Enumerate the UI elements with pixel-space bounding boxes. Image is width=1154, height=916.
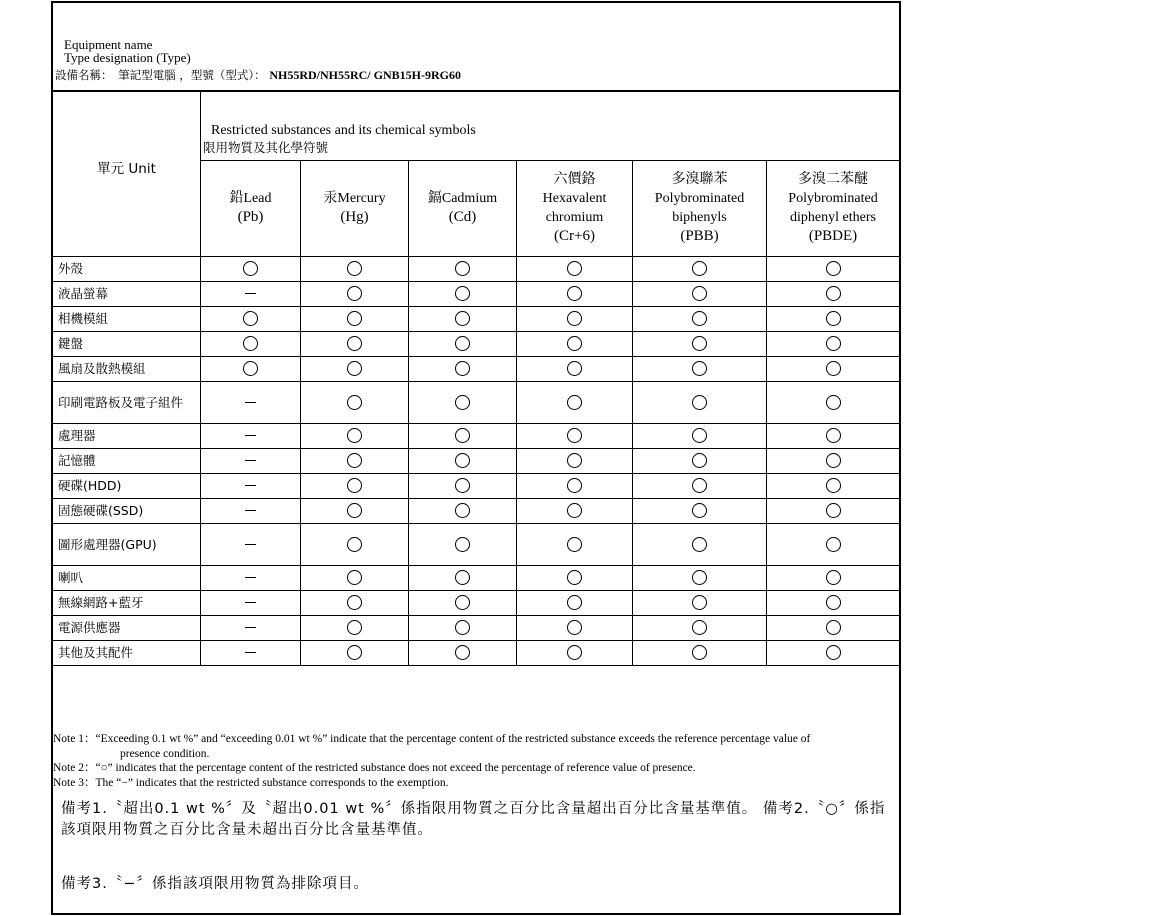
compliance-mark [301, 615, 408, 640]
circle-mark-icon [347, 395, 362, 410]
column-header-symbol: (Pb) [237, 209, 264, 225]
circle-mark-icon [826, 336, 841, 351]
compliance-mark [301, 473, 408, 498]
circle-mark-icon [455, 478, 470, 493]
circle-mark-icon [243, 361, 258, 376]
note-1-continued: presence condition. [120, 747, 210, 760]
column-header-symbol: (PBDE) [808, 228, 858, 244]
circle-mark-icon [826, 286, 841, 301]
circle-mark-icon [455, 620, 470, 635]
compliance-mark [633, 473, 766, 498]
row-unit-label: 相機模組 [58, 311, 109, 326]
circle-mark-icon [692, 286, 707, 301]
circle-mark-icon [826, 620, 841, 635]
compliance-mark [517, 281, 632, 306]
circle-mark-icon [567, 537, 582, 552]
compliance-mark [517, 473, 632, 498]
compliance-mark [201, 565, 300, 590]
compliance-mark [301, 381, 408, 423]
circle-mark-icon [567, 395, 582, 410]
compliance-mark [201, 498, 300, 523]
row-unit-label: 固態硬碟(SSD) [58, 503, 144, 518]
compliance-mark [633, 281, 766, 306]
circle-mark-icon [826, 537, 841, 552]
compliance-mark [201, 423, 300, 448]
compliance-mark [409, 473, 516, 498]
compliance-mark [201, 356, 300, 381]
circle-mark-icon [692, 537, 707, 552]
column-divider [632, 160, 633, 665]
circle-mark-icon [826, 311, 841, 326]
model-number: NH55RD/NH55RC/ GNB15H-9RG60 [269, 68, 461, 82]
circle-mark-icon [455, 595, 470, 610]
compliance-mark [301, 281, 408, 306]
circle-mark-icon [455, 286, 470, 301]
compliance-mark [409, 281, 516, 306]
compliance-mark [633, 306, 766, 331]
column-header-zh: 多溴二苯醚 [798, 171, 868, 187]
unit-header: 單元 Unit [97, 161, 156, 177]
equipment-name-label: Equipment name [64, 37, 153, 52]
row-unit-label: 鍵盤 [58, 336, 84, 351]
compliance-mark [767, 498, 899, 523]
circle-mark-icon [826, 595, 841, 610]
compliance-mark [409, 256, 516, 281]
column-header-4 [517, 160, 632, 256]
circle-mark-icon [692, 428, 707, 443]
circle-mark-icon [243, 336, 258, 351]
column-header-zh: 多溴聯苯 [671, 171, 728, 187]
circle-mark-icon [826, 395, 841, 410]
row-unit-label: 無線網路+藍牙 [58, 595, 144, 610]
compliance-mark [201, 381, 300, 423]
dash-mark-icon [245, 460, 256, 461]
compliance-mark [517, 565, 632, 590]
compliance-mark [517, 256, 632, 281]
circle-mark-icon [692, 620, 707, 635]
circle-mark-icon [567, 286, 582, 301]
compliance-mark [301, 448, 408, 473]
circle-mark-icon [347, 645, 362, 660]
compliance-mark [201, 590, 300, 615]
circle-mark-icon [347, 286, 362, 301]
circle-mark-icon [692, 503, 707, 518]
compliance-mark [301, 256, 408, 281]
compliance-mark [409, 640, 516, 665]
compliance-mark [633, 423, 766, 448]
column-header-symbol: (Cd) [448, 209, 477, 225]
type-designation-label: Type designation (Type) [64, 50, 191, 65]
compliance-mark [633, 381, 766, 423]
compliance-mark [201, 523, 300, 565]
compliance-mark [767, 523, 899, 565]
circle-mark-icon [692, 395, 707, 410]
circle-mark-icon [347, 503, 362, 518]
circle-mark-icon [347, 478, 362, 493]
row-unit-label: 記憶體 [58, 453, 96, 468]
circle-mark-icon [826, 503, 841, 518]
zh-remark-3: 備考3.〝−〞係指該項限用物質為排除項目。 [61, 876, 369, 892]
circle-mark-icon [455, 453, 470, 468]
circle-mark-icon [455, 261, 470, 276]
circle-mark-icon [692, 570, 707, 585]
circle-mark-icon [826, 645, 841, 660]
column-header-name: 鎘Cadmium [427, 191, 498, 206]
circle-mark-icon [347, 570, 362, 585]
circle-mark-icon [347, 361, 362, 376]
equipment-zh-line [55, 68, 461, 82]
row-unit-label: 液晶螢幕 [58, 286, 109, 301]
compliance-mark [517, 356, 632, 381]
note-1: Note 1：“Exceeding 0.1 wt %” and “exceeding 0.01 wt %” indicate that the percentage content of the restricted substance exceeds the reference percentage value of [53, 733, 811, 745]
column-divider [300, 160, 301, 665]
compliance-mark [767, 256, 899, 281]
circle-mark-icon [692, 645, 707, 660]
column-header-symbol: (PBB) [680, 228, 719, 244]
restricted-substances-en: Restricted substances and its chemical symbols [211, 123, 476, 138]
compliance-mark [409, 306, 516, 331]
circle-mark-icon [347, 620, 362, 635]
column-header-name: 汞Mercury [323, 191, 386, 206]
dash-mark-icon [245, 602, 256, 603]
row-unit-label: 其他及其配件 [58, 645, 134, 660]
compliance-mark [517, 640, 632, 665]
circle-mark-icon [455, 503, 470, 518]
circle-mark-icon [692, 336, 707, 351]
circle-mark-icon [567, 453, 582, 468]
compliance-mark [409, 448, 516, 473]
circle-mark-icon [567, 361, 582, 376]
equipment-zh-label: 設備名稱： 筆記型電腦 ，型號（型式）： [55, 68, 266, 82]
column-divider [766, 160, 767, 665]
column-header-5 [633, 160, 766, 256]
row-unit-label: 印刷電路板及電子組件 [58, 394, 184, 410]
column-header-1 [201, 160, 300, 256]
compliance-mark [409, 498, 516, 523]
dash-mark-icon [245, 510, 256, 511]
compliance-mark [633, 498, 766, 523]
circle-mark-icon [243, 311, 258, 326]
circle-mark-icon [347, 311, 362, 326]
rohs-declaration-frame [51, 1, 901, 915]
compliance-mark [301, 356, 408, 381]
column-header-name: 鉛Lead [229, 191, 272, 206]
compliance-mark [301, 498, 408, 523]
compliance-mark [633, 523, 766, 565]
column-header-symbol: (Cr+6) [554, 228, 595, 244]
compliance-mark [517, 523, 632, 565]
circle-mark-icon [692, 478, 707, 493]
circle-mark-icon [567, 645, 582, 660]
dash-mark-icon [245, 435, 256, 436]
compliance-mark [767, 473, 899, 498]
compliance-mark [409, 423, 516, 448]
compliance-mark [301, 590, 408, 615]
circle-mark-icon [455, 428, 470, 443]
unit-column-divider [200, 90, 201, 665]
compliance-mark [201, 448, 300, 473]
dash-mark-icon [245, 577, 256, 578]
compliance-mark [409, 523, 516, 565]
column-header-3 [409, 160, 516, 256]
compliance-mark [517, 448, 632, 473]
circle-mark-icon [347, 453, 362, 468]
compliance-mark [767, 448, 899, 473]
compliance-mark [301, 640, 408, 665]
compliance-mark [517, 306, 632, 331]
circle-mark-icon [455, 570, 470, 585]
circle-mark-icon [347, 261, 362, 276]
circle-mark-icon [347, 336, 362, 351]
circle-mark-icon [826, 570, 841, 585]
circle-mark-icon [692, 453, 707, 468]
compliance-mark [633, 615, 766, 640]
circle-mark-icon [567, 261, 582, 276]
compliance-mark [409, 615, 516, 640]
circle-mark-icon [347, 595, 362, 610]
restricted-substances-zh: 限用物質及其化學符號 [203, 140, 329, 155]
column-header-symbol: (Hg) [340, 209, 369, 225]
circle-mark-icon [455, 645, 470, 660]
column-divider [516, 160, 517, 665]
compliance-mark [633, 331, 766, 356]
compliance-mark [301, 523, 408, 565]
row-unit-label: 圖形處理器(GPU) [58, 536, 157, 552]
compliance-mark [767, 423, 899, 448]
compliance-mark [633, 640, 766, 665]
compliance-mark [767, 356, 899, 381]
compliance-mark [767, 640, 899, 665]
compliance-mark [633, 590, 766, 615]
circle-mark-icon [347, 537, 362, 552]
compliance-mark [633, 565, 766, 590]
circle-mark-icon [826, 428, 841, 443]
compliance-mark [201, 331, 300, 356]
circle-mark-icon [455, 311, 470, 326]
compliance-mark [201, 473, 300, 498]
compliance-mark [409, 381, 516, 423]
compliance-mark [201, 306, 300, 331]
circle-mark-icon [567, 503, 582, 518]
circle-mark-icon [347, 428, 362, 443]
circle-mark-icon [455, 395, 470, 410]
circle-mark-icon [692, 361, 707, 376]
circle-mark-icon [567, 478, 582, 493]
compliance-mark [633, 356, 766, 381]
compliance-mark [301, 565, 408, 590]
row-unit-label: 外殼 [58, 261, 84, 276]
circle-mark-icon [567, 595, 582, 610]
circle-mark-icon [567, 428, 582, 443]
compliance-mark [767, 590, 899, 615]
restricted-substances-header [201, 90, 899, 160]
row-unit-label: 風扇及散熱模組 [58, 361, 146, 376]
compliance-mark [517, 615, 632, 640]
circle-mark-icon [692, 311, 707, 326]
circle-mark-icon [567, 311, 582, 326]
body-top-divider [53, 256, 899, 257]
compliance-mark [517, 590, 632, 615]
note-3: Note 3：The “−” indicates that the restricted substance corresponds to the exemption. [53, 777, 449, 789]
circle-mark-icon [692, 595, 707, 610]
dash-mark-icon [245, 652, 256, 653]
column-header-zh: 六價鉻 [553, 171, 596, 187]
circle-mark-icon [826, 361, 841, 376]
column-divider [408, 160, 409, 665]
circle-mark-icon [567, 570, 582, 585]
compliance-mark [409, 565, 516, 590]
circle-mark-icon [243, 261, 258, 276]
compliance-mark [633, 256, 766, 281]
compliance-mark [201, 281, 300, 306]
row-unit-label: 硬碟(HDD) [58, 478, 122, 493]
circle-mark-icon [567, 620, 582, 635]
circle-mark-icon [567, 336, 582, 351]
compliance-mark [409, 331, 516, 356]
column-header-2 [301, 160, 408, 256]
column-header-name: Polybrominated biphenyls [654, 191, 745, 225]
circle-mark-icon [826, 261, 841, 276]
row-unit-label: 喇叭 [58, 570, 84, 585]
dash-mark-icon [245, 402, 256, 403]
circle-mark-icon [826, 478, 841, 493]
dash-mark-icon [245, 627, 256, 628]
column-header-6 [767, 160, 899, 256]
equipment-header [53, 3, 899, 92]
compliance-mark [767, 565, 899, 590]
compliance-mark [767, 615, 899, 640]
compliance-mark [767, 281, 899, 306]
column-header-name: Polybrominated diphenyl ethers [788, 191, 878, 225]
column-header-name: Hexavalent chromium [542, 191, 607, 225]
row-divider [53, 665, 899, 666]
circle-mark-icon [455, 336, 470, 351]
compliance-mark [517, 381, 632, 423]
compliance-mark [517, 423, 632, 448]
circle-mark-icon [455, 361, 470, 376]
header-divider [200, 160, 899, 161]
compliance-mark [409, 590, 516, 615]
zh-remark-1-2: 備考1.〝超出0.1 wt %〞及〝超出0.01 wt %〞係指限用物質之百分比含量超出百分比含量基準值。 備考2.〝○〞係指該項限用物質之百分比含量未超出百分比含量基準值。 [61, 801, 886, 838]
dash-mark-icon [245, 485, 256, 486]
dash-mark-icon [245, 293, 256, 294]
circle-mark-icon [692, 261, 707, 276]
compliance-mark [767, 331, 899, 356]
compliance-mark [301, 331, 408, 356]
compliance-mark [517, 331, 632, 356]
compliance-mark [767, 381, 899, 423]
note-2: Note 2：“○” indicates that the percentage content of the restricted substance does not exceed the percentage of reference value of presence. [53, 762, 696, 774]
row-unit-label: 處理器 [58, 428, 96, 443]
compliance-mark [409, 356, 516, 381]
compliance-mark [301, 423, 408, 448]
row-unit-label: 電源供應器 [58, 620, 121, 635]
circle-mark-icon [455, 537, 470, 552]
compliance-mark [201, 640, 300, 665]
compliance-mark [767, 306, 899, 331]
dash-mark-icon [245, 544, 256, 545]
compliance-mark [301, 306, 408, 331]
compliance-mark [517, 498, 632, 523]
compliance-mark [201, 256, 300, 281]
compliance-mark [201, 615, 300, 640]
circle-mark-icon [826, 453, 841, 468]
compliance-mark [633, 448, 766, 473]
